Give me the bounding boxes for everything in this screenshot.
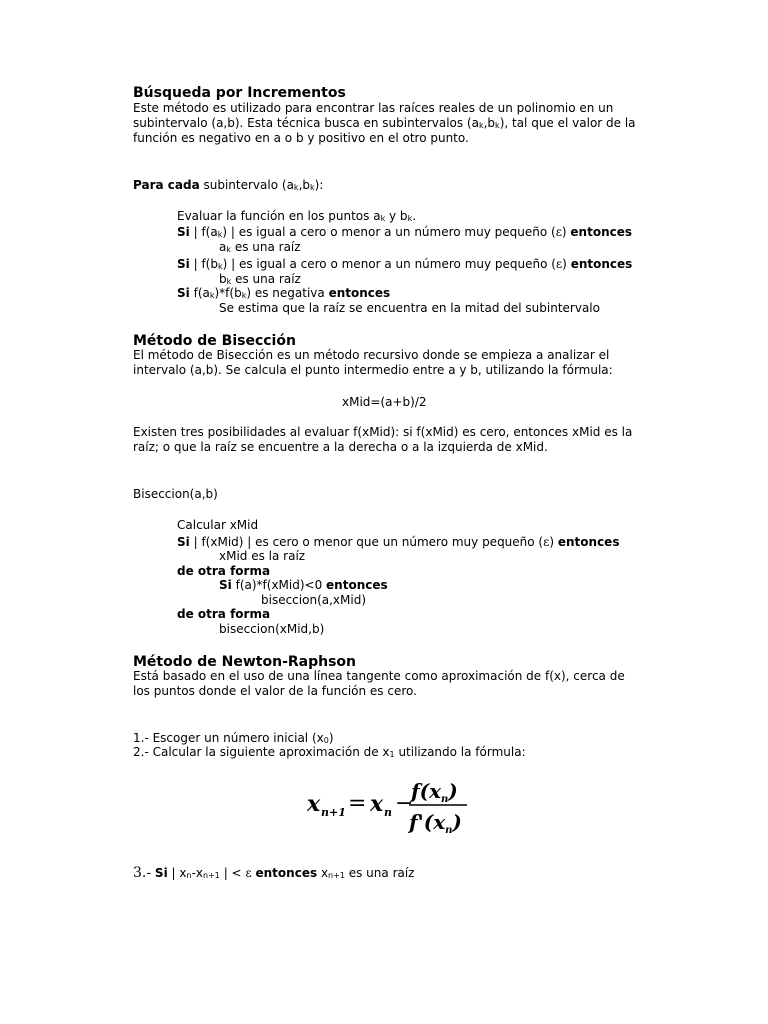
ak-result-line: $a_k$ es una raíz — [219, 240, 301, 254]
calc-xmid-line: Calcular xMid — [177, 518, 259, 532]
otra-forma-line: de otra forma — [177, 607, 271, 621]
otra-forma-line: de otra forma — [177, 564, 271, 578]
section-title-newton: Método de Newton-Raphson — [133, 654, 357, 670]
paragraph-line: raíz; o que la raíz se encuentre a la derecha o a la izquierda de xMid. — [133, 440, 548, 454]
paragraph-line: función es negativo en a o b y positivo en el otro punto. — [133, 131, 469, 145]
formula-lhs-x: x — [307, 791, 321, 817]
step-3-line: 3.- Si | $x_n-x_{n+1}$ | < ε entonces $x_{n+1}$ es una raíz — [133, 865, 415, 881]
recursive-call-line: biseccion(xMid,b) — [219, 622, 325, 636]
paragraph-line: intervalo (a,b). Se calcula el punto intermedio entre a y b, utilizando la fórmula: — [133, 363, 613, 377]
paragraph-line: El método de Bisección es un método recursivo donde se empieza a analizar el — [133, 348, 610, 362]
biseccion-function: Biseccion(a,b) — [133, 487, 218, 501]
estimate-line: Se estima que la raíz se encuentra en la mitad del subintervalo — [219, 301, 600, 315]
formula-denominator: $f'(x_n)$ — [409, 810, 462, 836]
nested-condition-line: Si f(a)*f(xMid)<0 entonces — [219, 578, 388, 592]
formula-xn-sub: n — [384, 806, 392, 819]
formula-lhs-sub: n+1 — [321, 806, 346, 819]
recursive-call-line: biseccion(a,xMid) — [261, 593, 366, 607]
evaluar-line: Evaluar la función en los puntos $a_k$ y $b_k$. — [177, 209, 417, 223]
condition-a-line: Si | $f(a_k)$ | es igual a cero o menor a un número muy pequeño (ε) entonces — [177, 225, 633, 239]
xmid-formula: xMid=(a+b)/2 — [342, 395, 427, 409]
formula-minus: − — [395, 791, 414, 816]
formula-xn: x — [370, 791, 384, 817]
newton-raphson-formula — [301, 776, 471, 838]
bk-result-line: $b_k$ es una raíz — [219, 272, 301, 286]
paragraph-line: subintervalo (a,b). Esta técnica busca en subintervalos $(a_k,b_k)$, tal que el valor de la — [133, 116, 636, 130]
para-cada-line: Para cada subintervalo $(a_k,b_k)$: — [133, 178, 324, 192]
step-1-line: 1.- Escoger un número inicial $(x_0)$ — [133, 731, 334, 745]
condition-b-line: Si | $f(b_k)$ | es igual a cero o menor a un número muy pequeño (ε) entonces — [177, 257, 633, 271]
paragraph-line: Existen tres posibilidades al evaluar f(xMid): si f(xMid) es cero, entonces xMid es la — [133, 425, 633, 439]
xmid-raiz-line: xMid es la raíz — [219, 549, 306, 563]
step-2-line: 2.- Calcular la siguiente aproximación de $x_1$ utilizando la fórmula: — [133, 745, 526, 759]
section-title-biseccion: Método de Bisección — [133, 333, 296, 349]
paragraph-line: los puntos donde el valor de la función es cero. — [133, 684, 417, 698]
xmid-condition-line: Si | f(xMid) | es cero o menor que un número muy pequeño (ε) entonces — [177, 535, 620, 549]
formula-numerator: $f(x_n)$ — [411, 779, 458, 805]
paragraph-line: Este método es utilizado para encontrar las raíces reales de un polinomio en un — [133, 101, 614, 115]
product-condition-line: Si $f(a_k)*f(b_k)$ es negativa entonces — [177, 286, 391, 300]
formula-equals: = — [348, 791, 367, 816]
paragraph-line: Está basado en el uso de una línea tangente como aproximación de f(x), cerca de — [133, 669, 625, 683]
section-title-busqueda: Búsqueda por Incrementos — [133, 85, 346, 101]
